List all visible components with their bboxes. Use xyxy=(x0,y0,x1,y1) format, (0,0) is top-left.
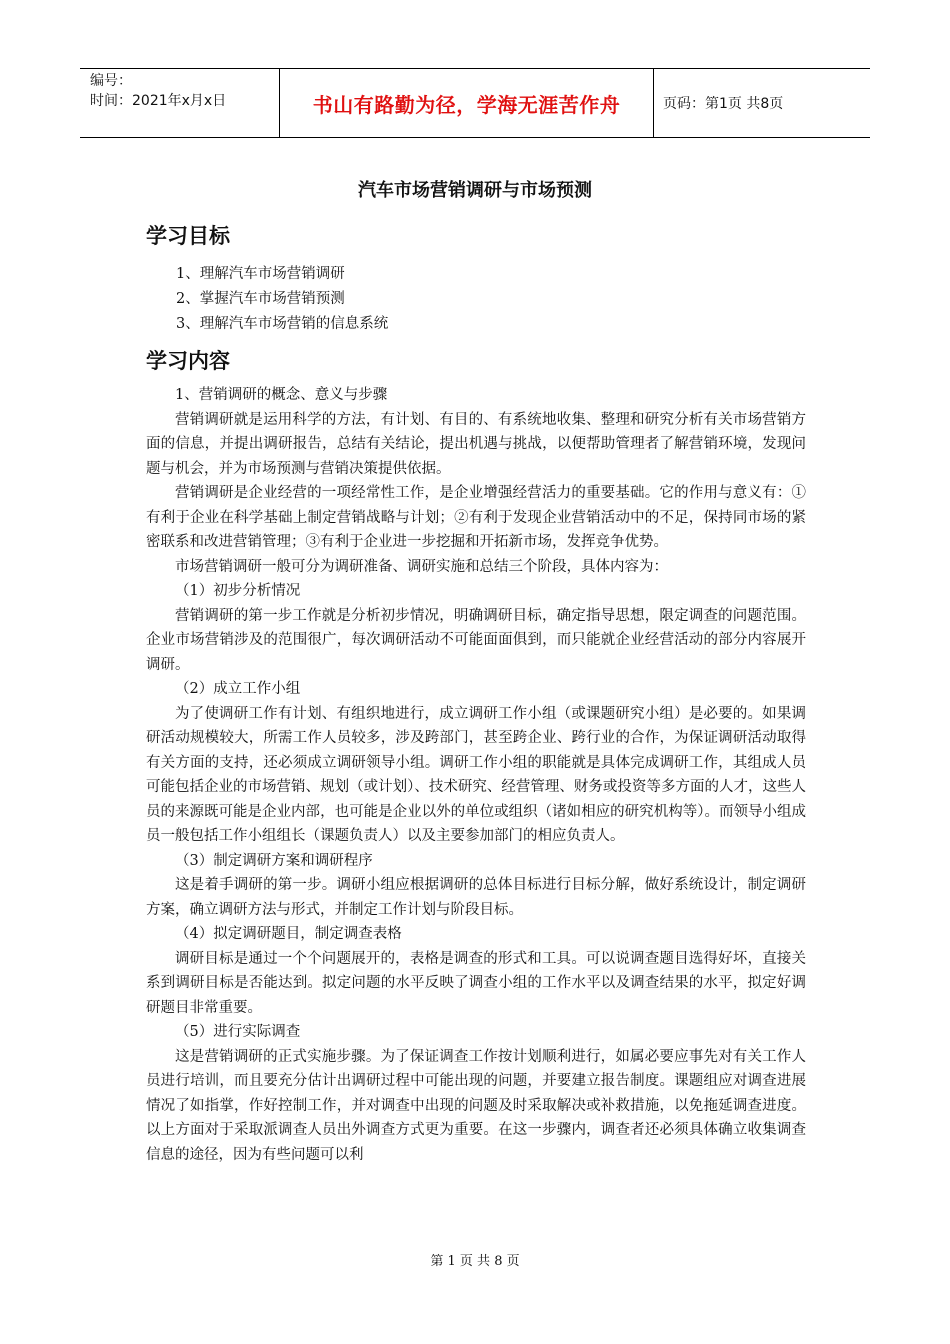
objective-item: 2、掌握汽车市场营销预测 xyxy=(176,291,345,307)
objective-item: 1、理解汽车市场营销调研 xyxy=(176,266,345,282)
paragraph: 这是营销调研的正式实施步骤。为了保证调查工作按计划顺利进行，如属必要应事先对有关工作人员进行培训，而且要充分估计出调研过程中可能出现的问题，并要建立报告制度。课题组应对调查进展情况了如指掌，作好控制工作，并对调查中出现的问题及时采取解决或补救措施，以免拖延调查进度。以上方面对于采取派调查人员出外调查方式更为重要。在这一步骤内，调查者还必须具体确立收集调查信息的途径，因为有些问题可以利 xyxy=(146,1048,806,1163)
paragraph: 为了使调研工作有计划、有组织地进行，成立调研工作小组（或课题研究小组）是必要的。如果调研活动规模较大，所需工作人员较多，涉及跨部门，甚至跨企业、跨行业的合作，为保证调研活动取得有关方面的支持，还必须成立调研领导小组。调研工作小组的职能就是具体完成调研工作，其组成人员可能包括企业的市场营销、规划（或计划）、技术研究、经营管理、财务或投资等多方面的人才，这些人员的来源既可能是企业内部，也可能是企业以外的单位或组织（诸如相应的研究机构等）。而领导小组成员一般包括工作小组组长（课题负责人）以及主要参加部门的相应负责人。 xyxy=(146,705,806,844)
step-heading: （4）拟定调研题目，制定调查表格 xyxy=(175,926,402,942)
step-heading: （5）进行实际调查 xyxy=(175,1024,301,1040)
section-heading: 1、营销调研的概念、意义与步骤 xyxy=(175,387,388,403)
document-title: 汽车市场营销调研与市场预测 xyxy=(358,180,592,201)
page-header xyxy=(80,68,870,138)
content-heading: 学习内容 xyxy=(146,349,230,373)
motto: 书山有路勤为径，学海无涯苦作舟 xyxy=(312,92,621,117)
objectives-heading: 学习目标 xyxy=(146,224,230,248)
time-label: 时间：2021年x月x日 xyxy=(90,93,227,109)
header-page-cell xyxy=(653,69,870,137)
number-label: 编号： xyxy=(90,73,132,89)
paragraph: 营销调研就是运用科学的方法，有计划、有目的、有系统地收集、整理和研究分析有关市场营销方面的信息，并提出调研报告，总结有关结论，提出机遇与挑战，以便帮助管理者了解营销环境，发现问题与机会，并为市场预测与营销决策提供依据。 xyxy=(146,411,806,477)
page-footer: 第 1 页 共 8 页 xyxy=(430,1254,520,1269)
paragraph: 营销调研的第一步工作就是分析初步情况，明确调研目标，确定指导思想，限定调查的问题范围。企业市场营销涉及的范围很广，每次调研活动不可能面面俱到，而只能就企业经营活动的部分内容展开调研。 xyxy=(146,607,806,673)
header-motto-cell xyxy=(280,69,654,137)
paragraph: 调研目标是通过一个个问题展开的，表格是调查的形式和工具。可以说调查题目选得好坏，直接关系到调研目标是否能达到。拟定问题的水平反映了调查小组的工作水平以及调查结果的水平，拟定好调研题目非常重要。 xyxy=(146,950,806,1016)
paragraph: 营销调研是企业经营的一项经常性工作，是企业增强经营活力的重要基础。它的作用与意义有：①有利于企业在科学基础上制定营销战略与计划；②有利于发现企业营销活动中的不足，保持同市场的紧密联系和改进营销管理；③有利于企业进一步挖掘和开拓新市场，发挥竞争优势。 xyxy=(146,485,806,550)
content-body xyxy=(146,383,806,1167)
paragraph: 市场营销调研一般可分为调研准备、调研实施和总结三个阶段，具体内容为： xyxy=(175,558,668,575)
header-left-cell xyxy=(80,69,280,137)
step-heading: （3）制定调研方案和调研程序 xyxy=(175,852,373,869)
step-heading: （2）成立工作小组 xyxy=(175,681,301,697)
objective-item: 3、理解汽车市场营销的信息系统 xyxy=(176,316,389,332)
step-heading: （1）初步分析情况 xyxy=(175,583,301,599)
paragraph: 这是着手调研的第一步。调研小组应根据调研的总体目标进行目标分解，做好系统设计，制定调研方案，确立调研方法与形式，并制定工作计划与阶段目标。 xyxy=(146,877,806,918)
page-code: 页码：第1页 共8页 xyxy=(663,96,784,112)
